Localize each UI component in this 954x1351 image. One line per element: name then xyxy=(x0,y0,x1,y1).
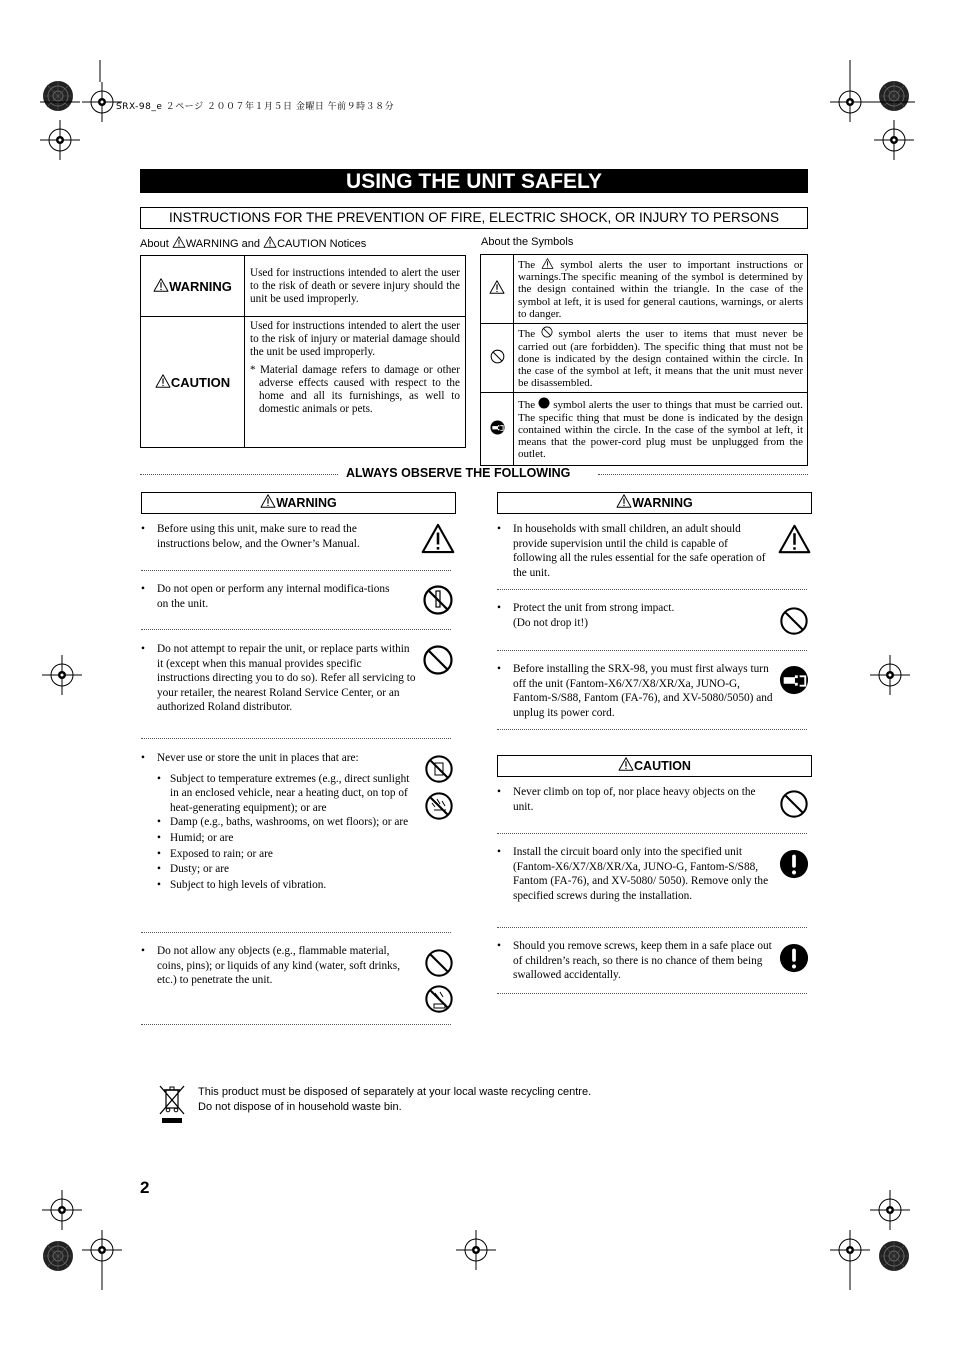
condition-rain: • Exposed to rain; or are xyxy=(157,847,417,862)
warning-triangle-icon xyxy=(153,278,169,292)
crop-mark-mid-right-icon xyxy=(870,655,910,695)
notices-label: About WARNING and CAUTION Notices xyxy=(140,238,367,250)
condition-temperature: • Subject to temperature extremes (e.g., direct sunlight in an enclosed vehicle, near a heating duct, on top of heat-generating equipment); or are xyxy=(157,772,417,816)
item-divider xyxy=(141,1024,451,1025)
caution-label: CAUTION xyxy=(155,375,230,390)
crop-mark-bottom-center-icon xyxy=(456,1230,496,1270)
item-divider xyxy=(141,738,451,739)
symbols-table xyxy=(480,254,808,466)
notices-table xyxy=(140,255,466,448)
crossed-bin-icon xyxy=(158,1084,186,1126)
caution-triangle-icon xyxy=(263,236,277,248)
triangle-warning-icon xyxy=(489,280,505,294)
crop-mark-bottom-left-icon xyxy=(42,1190,122,1290)
right-caution-item-3: • Should you remove screws, keep them in a safe place out of children’s reach, so there is no chance of them being swallowed accidentally. xyxy=(497,940,772,982)
prohibition-icon xyxy=(424,948,454,978)
crop-mark-top-left-icon xyxy=(40,60,122,160)
warning-description: Used for instructions intended to alert the user to the risk of death or severe injury should the unit be used improperly. xyxy=(245,256,466,317)
caution-triangle-icon xyxy=(618,757,634,771)
right-caution-heading: CAUTION xyxy=(497,755,812,777)
mandatory-action-icon xyxy=(779,849,809,879)
prohibition-icon xyxy=(779,789,809,819)
unplug-icon xyxy=(490,420,505,435)
notice-row-caution xyxy=(141,317,466,448)
symbols-label: About the Symbols xyxy=(481,236,574,248)
caution-note: * Material damage refers to damage or other adverse effects caused with respect to the home and all its furnishings, as well to domestic animals or pets. xyxy=(250,364,460,415)
crop-mark-bottom-right-icon xyxy=(830,1190,910,1290)
right-item-3: • Before installing the SRX-98, you must first always turn off the unit (Fantom-X6/X7/X8/XR/Xa, JUNO-G, Fantom-S/S88, Fantom (FA-76), and XV-5080/5050) and unplug its power cord. xyxy=(497,663,773,719)
left-item-1: • Before using this unit, make sure to read the instructions below, and the Owner’s Manual. xyxy=(141,523,360,550)
no-heat-icon xyxy=(424,754,454,784)
condition-vibration: • Subject to high levels of vibration. xyxy=(157,878,417,893)
left-warning-heading: WARNING xyxy=(141,492,456,514)
item-divider xyxy=(497,833,807,834)
left-item-4: • Never use or store the unit in places that are: • Subject to temperature extremes (e.g., direct sunlight in an enclosed vehicle, near a heating duct, on top of heat-generating equipment); or are • Damp (e.g., baths, washrooms, on wet floors); or are • Humid; or are • Exposed to rain; or are • Dusty; or are • Subject to high levels of vibration. xyxy=(141,751,417,892)
crop-mark-top-right-icon xyxy=(830,60,915,160)
symbol-row-warning xyxy=(481,255,808,324)
caution-description: Used for instructions intended to alert the user to the risk of injury or material damage should the unit be used improperly. xyxy=(250,320,460,358)
always-observe-heading: ALWAYS OBSERVE THE FOLLOWING xyxy=(346,466,571,480)
item-divider xyxy=(141,932,451,933)
symbol-mandatory-text: The symbol alerts the user to things that must be carried out. The specific thing that must be done is indicated by the design contained within the circle. In the case of the symbol at left, it means that the power-cord plug must be unplugged from the outlet. xyxy=(514,393,808,466)
item-divider xyxy=(497,650,807,651)
triangle-icon xyxy=(541,258,554,269)
filled-circle-icon xyxy=(538,397,550,409)
page-subtitle: INSTRUCTIONS FOR THE PREVENTION OF FIRE, ELECTRIC SHOCK, OR INJURY TO PERSONS xyxy=(140,207,808,229)
left-item-2: • Do not open or perform any internal modifica-tions on the unit. xyxy=(141,583,390,610)
print-header: SRX-98_e ２ページ ２００７年１月５日 金曜日 午前９時３８分 xyxy=(116,102,395,112)
item-divider xyxy=(497,993,807,994)
no-disassemble-icon xyxy=(422,584,454,616)
right-caution-item-1: • Never climb on top of, nor place heavy objects on the unit. xyxy=(497,786,756,813)
item-divider xyxy=(141,570,451,571)
warning-triangle-icon xyxy=(172,236,186,248)
right-item-1: • In households with small children, an adult should provide supervision until the child is capable of following all the rules essential for the safe operation of the unit. xyxy=(497,523,766,579)
caution-triangle-icon xyxy=(421,523,455,554)
right-caution-item-2: • Install the circuit board only into the specified unit (Fantom-X6/X7/X8/XR/Xa, JUNO-G, Fantom-S/S88, Fantom (FA-76), and XV-5080/ 5050). Remove only the specified screws during the installation. xyxy=(497,846,769,902)
warning-triangle-icon xyxy=(260,494,276,508)
symbol-row-forbidden xyxy=(481,324,808,393)
condition-humid: • Humid; or are xyxy=(157,831,417,846)
disposal-notice: This product must be disposed of separately at your local waste recycling centre. Do not dispose of in household waste bin. xyxy=(198,1086,592,1113)
item-divider xyxy=(497,589,807,590)
page-number: 2 xyxy=(140,1178,150,1197)
no-disassemble-icon xyxy=(490,349,505,364)
crop-mark-mid-left-icon xyxy=(42,655,82,695)
page-title: USING THE UNIT SAFELY xyxy=(140,169,808,193)
no-water-icon xyxy=(424,791,454,821)
mandatory-action-icon xyxy=(779,943,809,973)
symbol-row-mandatory xyxy=(481,393,808,466)
prohibition-icon xyxy=(541,326,553,338)
item-divider xyxy=(497,729,807,730)
right-item-2: • Protect the unit from strong impact. (Do not drop it!) xyxy=(497,602,675,629)
left-item-5: • Do not allow any objects (e.g., flammable material, coins, pins); or liquids of any kind (water, soft drinks, etc.) to penetrate the unit. xyxy=(141,945,401,987)
warning-triangle-icon xyxy=(616,494,632,508)
warning-label: WARNING xyxy=(153,279,232,294)
caution-triangle-icon xyxy=(155,374,171,388)
divider-left xyxy=(140,474,338,475)
left-item-3: • Do not attempt to repair the unit, or replace parts within it (except when this manual provides specific instructions directing you to do so). Refer all servicing to your retailer, the nearest Roland Service Center, or an authorized Roland distributor. xyxy=(141,643,416,714)
condition-damp: • Damp (e.g., baths, washrooms, on wet floors); or are xyxy=(157,815,417,830)
item-divider xyxy=(497,927,807,928)
symbol-forbidden-text: The symbol alerts the user to items that must never be carried out (are forbidden). The specific thing that must not be done is indicated by the design contained within the circle. In the case of the symbol at left, it means that the unit must never be disassembled. xyxy=(514,324,808,393)
prohibition-icon xyxy=(779,606,809,636)
no-liquid-icon xyxy=(424,984,454,1014)
unplug-icon xyxy=(779,665,809,695)
divider-right xyxy=(598,474,808,475)
right-warning-heading: WARNING xyxy=(497,492,812,514)
item-divider xyxy=(141,629,451,630)
notice-row-warning xyxy=(141,256,466,317)
caution-triangle-icon xyxy=(778,524,811,554)
prohibition-icon xyxy=(422,644,454,676)
condition-dusty: • Dusty; or are xyxy=(157,862,417,877)
symbol-warning-text: The symbol alerts the user to important instructions or warnings.The specific meaning of the symbol is determined by the design contained within the triangle. In the case of the symbol at left, it is used for general cautions, warnings, or alerts to danger. xyxy=(514,255,808,324)
